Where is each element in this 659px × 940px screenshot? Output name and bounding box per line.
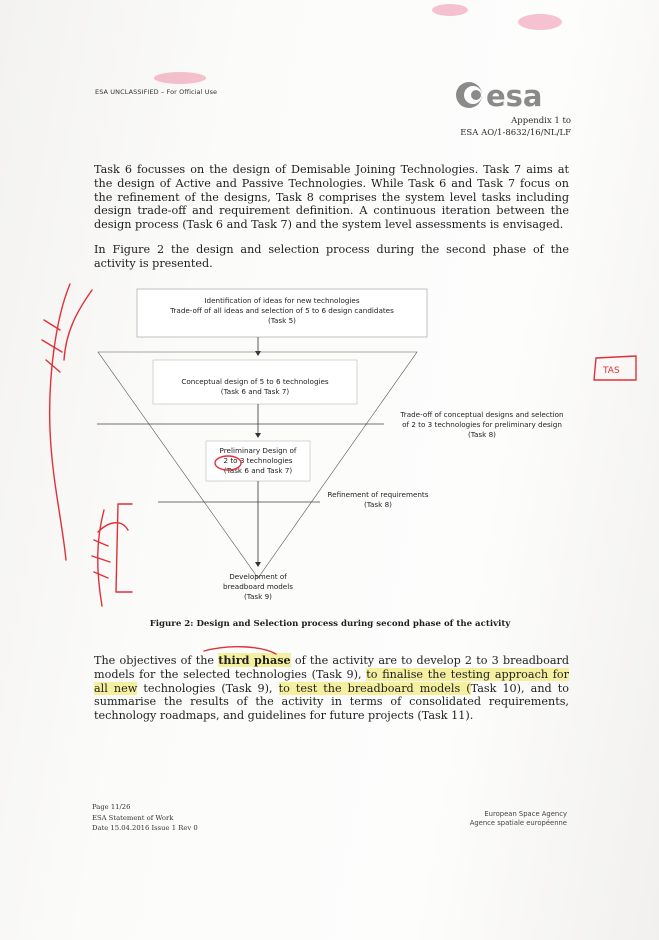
- diagram-label-trade-off: [382, 410, 582, 440]
- margin-note-tas: TAS: [603, 366, 620, 376]
- classification-label: ESA UNCLASSIFIED – For Official Use: [95, 88, 218, 96]
- appendix-line-2: ESA AO/1-8632/16/NL/LF: [460, 128, 571, 138]
- footer-agency-fr: Agence spatiale européenne: [469, 819, 567, 827]
- diagram-label-conceptual: [153, 377, 357, 397]
- box3-line-3: (Task 6 and Task 7): [223, 466, 293, 475]
- side1-line-2: of 2 to 3 technologies for preliminary design: [402, 420, 562, 429]
- para3-highlight-testing: to finalise the testing approach for all new: [94, 667, 569, 695]
- box4-line-1: Development of: [229, 572, 287, 581]
- box3-line-2: 2 to 3 technologies: [223, 456, 293, 465]
- esa-logo-text: esa: [486, 79, 543, 112]
- para3-part-3: of the activity are to develop 2 to 3 breadboard models for the selected technologies (Task 9),: [94, 654, 569, 681]
- para3-highlight-breadboard: to test the breadboard models (: [278, 681, 471, 695]
- box3-line-1: Preliminary Design of: [219, 446, 297, 455]
- paragraph-third-phase: [94, 654, 569, 723]
- footer-agency-en: European Space Agency: [484, 810, 567, 818]
- box1-line-3: (Task 5): [268, 316, 296, 325]
- diagram-label-task5: [137, 296, 427, 326]
- diagram-label-refinement: [318, 490, 438, 510]
- side1-line-1: Trade-off of conceptual designs and selection: [400, 410, 564, 419]
- box2-line-2: (Task 6 and Task 7): [220, 387, 290, 396]
- para3-part-7: Task 10), and to summarise the results of the activity in terms of consolidated requirements, technology roadmaps, and guidelines for future projects (Task 11).: [94, 681, 569, 723]
- footer-agency: [470, 810, 567, 828]
- para3-highlight-third-phase: third phase: [218, 653, 291, 667]
- box1-line-2: Trade-off of all ideas and selection of 5 to 6 design candidates: [170, 306, 394, 315]
- box2-line-1: Conceptual design of 5 to 6 technologies: [181, 377, 329, 386]
- paragraph-tasks-6-7-8: Task 6 focusses on the design of Demisable Joining Technologies. Task 7 aims at the design of Active and Passive Technologies. While Task 6 and Task 7 focus on the refinement of the designs, Task 8 comprises the system level tasks including design trade-off and requirement definition. A continuous iteration between the design process (Task 6 and Task 7) and the system level assessments is envisaged.: [94, 163, 569, 232]
- box4-line-3: (Task 9): [244, 592, 272, 601]
- footer-date-issue: Date 15.04.2016 Issue 1 Rev 0: [92, 824, 198, 832]
- para3-part-1: The objectives of the: [94, 654, 219, 667]
- figure-caption: Figure 2: Design and Selection process during second phase of the activity: [149, 619, 511, 629]
- para3-part-5: technologies (Task 9),: [137, 681, 279, 695]
- paragraph-figure-intro: In Figure 2 the design and selection process during the second phase of the activity is presented.: [94, 243, 569, 270]
- box1-line-1: Identification of ideas for new technologies: [204, 296, 360, 305]
- appendix-line-1: Appendix 1 to: [511, 116, 571, 126]
- diagram-label-breadboard: [200, 572, 316, 602]
- footer-document-info: [92, 802, 198, 834]
- side2-line-2: (Task 8): [364, 500, 392, 509]
- footer-page-number: Page 11/26: [92, 803, 131, 811]
- side1-line-3: (Task 8): [468, 430, 496, 439]
- footer-document-title: ESA Statement of Work: [92, 813, 174, 822]
- diagram-label-preliminary: [206, 446, 310, 476]
- arrow-3-head: [255, 562, 261, 567]
- box4-line-2: breadboard models: [223, 582, 293, 591]
- arrow-2-head: [255, 433, 261, 438]
- side2-line-1: Refinement of requirements: [327, 490, 429, 499]
